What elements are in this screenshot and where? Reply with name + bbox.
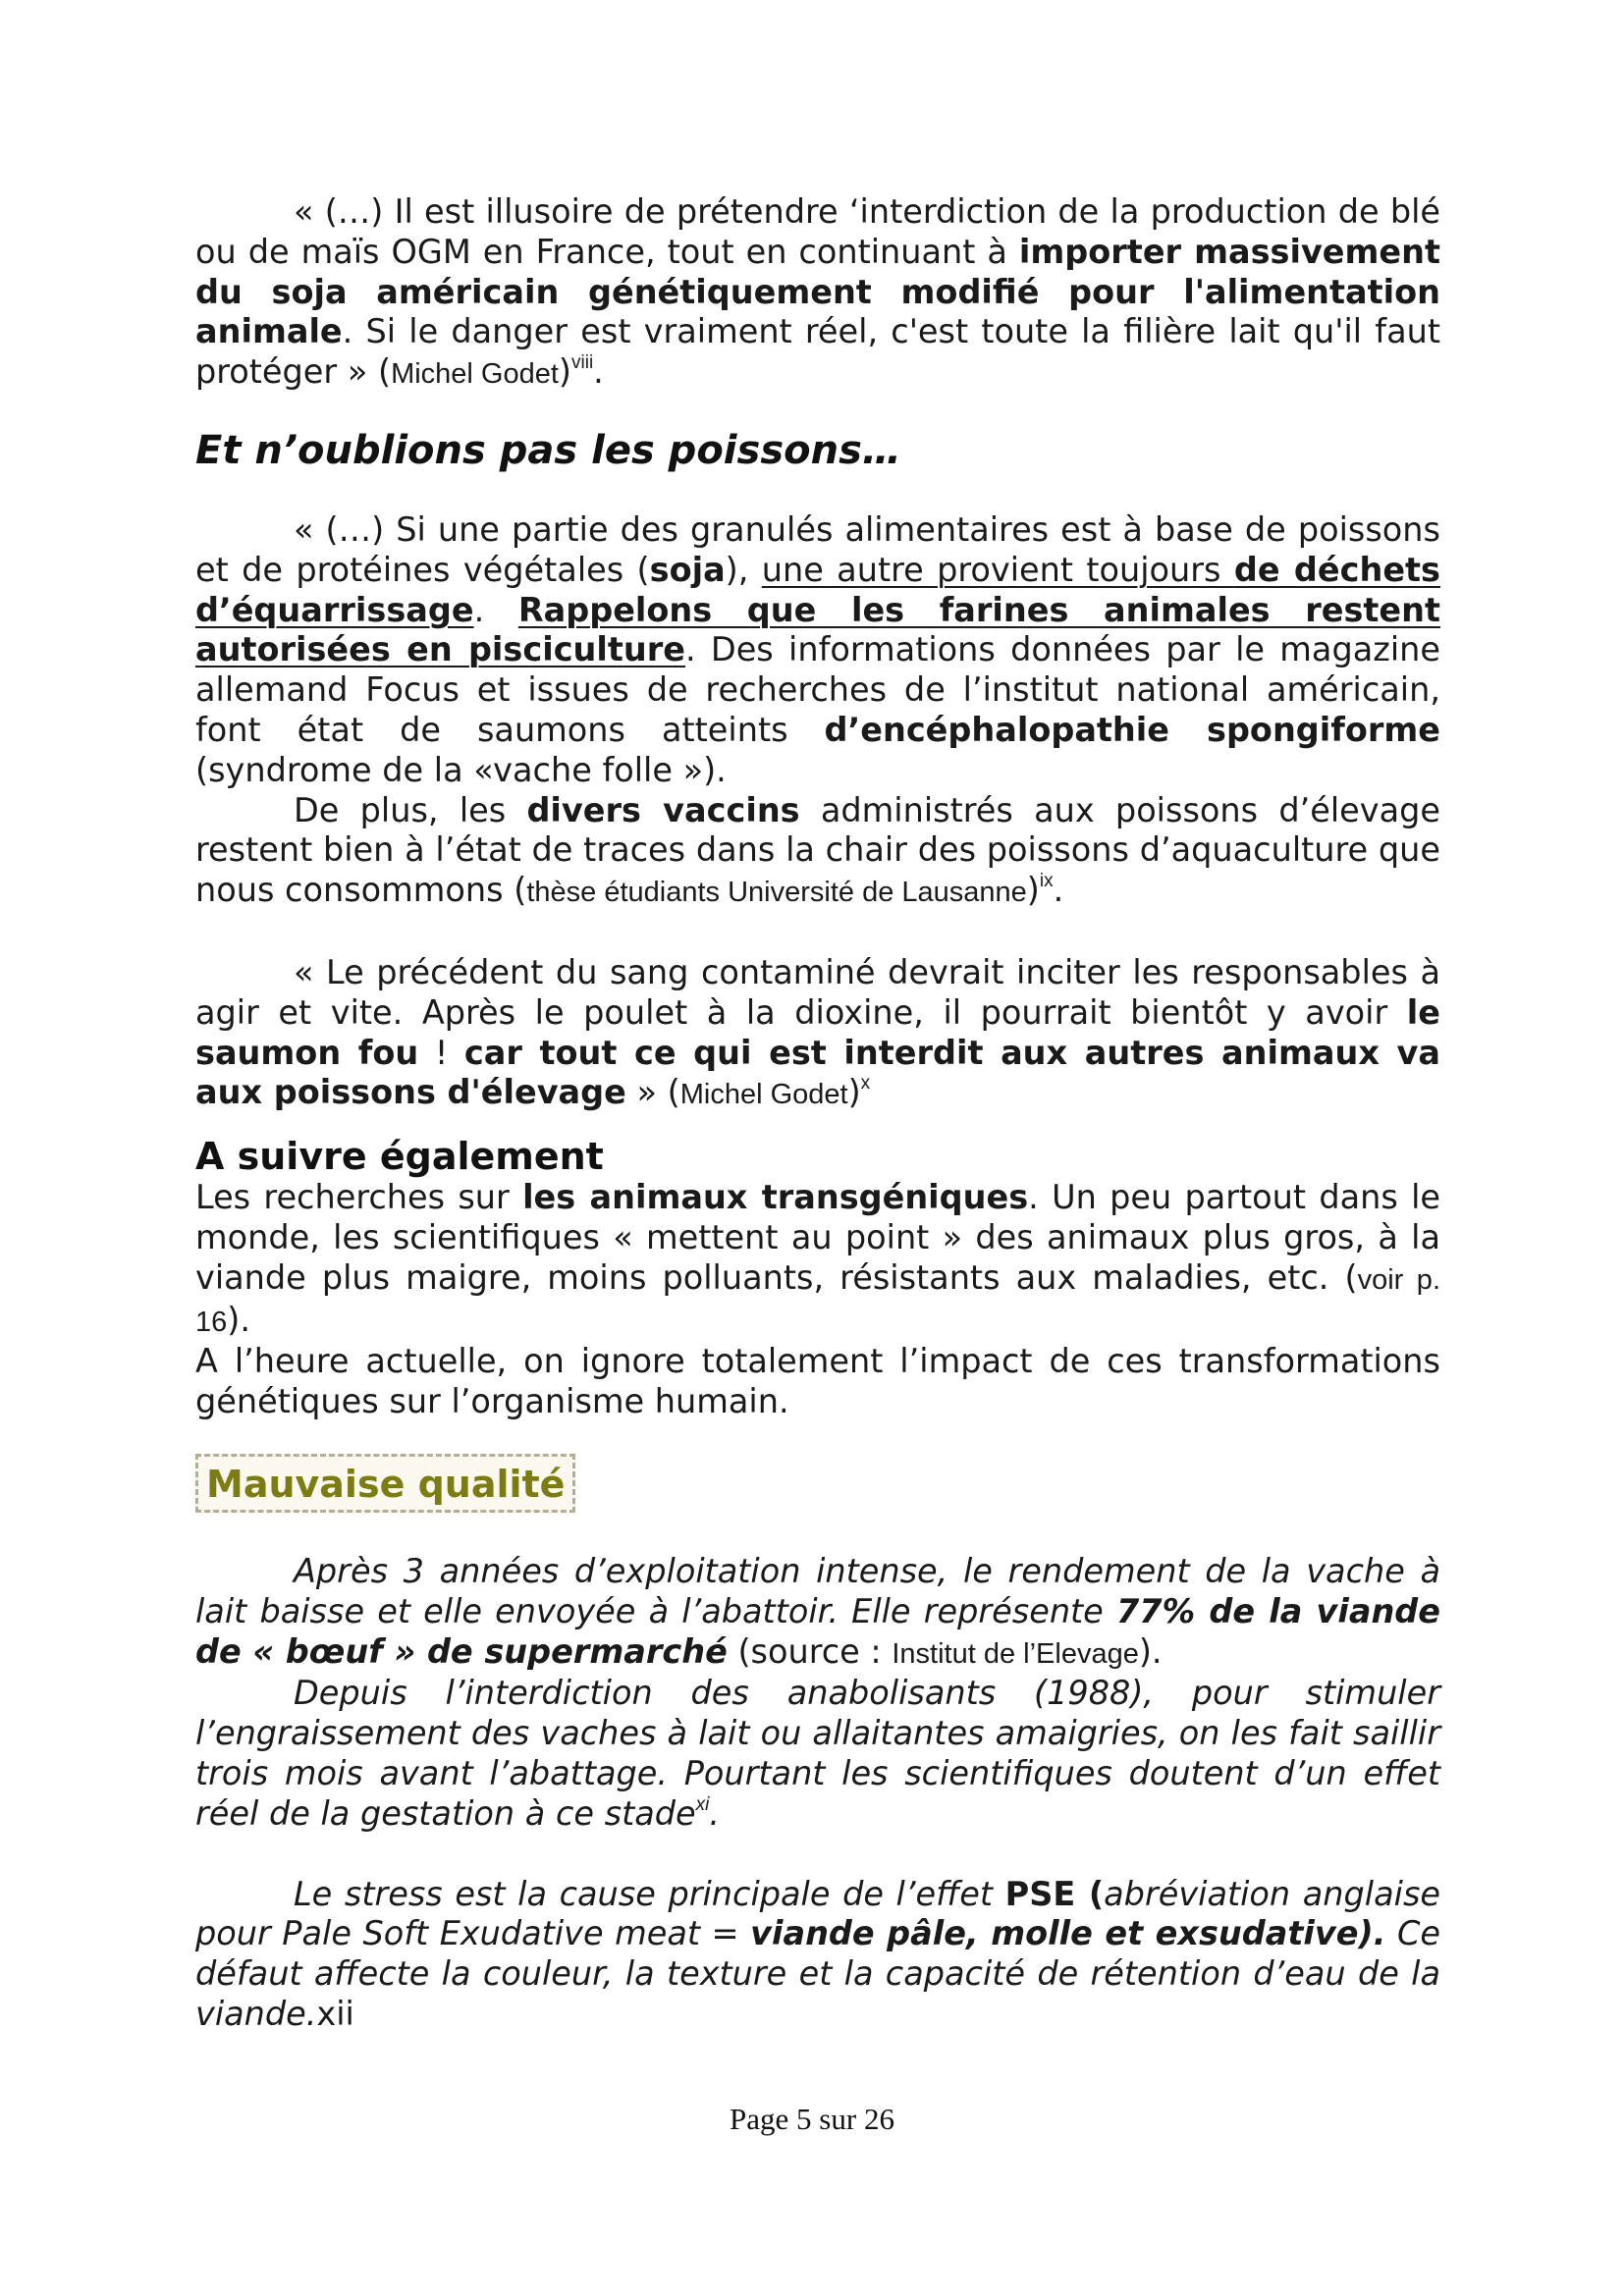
paragraph-text: . Des informations données par le magazine allemand Focus et issues de recherches de l’institut national américain, font état de saumons atteints [195,630,1440,749]
citation-close: ) [1026,871,1040,910]
endnote-marker[interactable]: x [860,1073,871,1095]
emphasis-transgeniques: les animaux transgéniques [522,1178,1029,1217]
sentence-end: . [709,1793,721,1833]
underlined-text: une autre provient toujours [761,550,1234,589]
citation-source: Michel Godet [391,358,559,391]
emphasis-encephalopathie: d’encéphalopathie spongiforme [824,710,1440,749]
quote-text: . Si le danger est vraiment réel, c'est toute la filière lait qu'il faut protéger » ( [195,312,1440,392]
paragraph-text: Après 3 années d’exploitation intense, le rendement de la vache à lait baisse et elle envoyée à l’abattoir. Elle représente [195,1551,1440,1630]
paragraph-text: Les recherches sur [195,1178,523,1217]
fish-paragraph [195,510,1440,791]
quote-text: « Le précédent du sang contaminé devrait inciter les responsables à agir et vite. Après le poulet à la dioxine, il pourrait bientôt y avoir [195,952,1440,1032]
quote-text: « (…) Il est illusoire de prétendre ‘interdiction de la production de blé ou de maïs OGM en France, tout en continuant à [195,192,1440,271]
citation-close: ) [847,1073,861,1112]
endnote-marker[interactable]: viii [571,352,594,374]
quote-emphasis: importer massivement du soja américain génétiquement modifié pour l'alimentation animale [195,232,1440,351]
quote-text: ! [418,1033,464,1072]
impact-paragraph: A l’heure actuelle, on ignore totalement l’impact de ces transformations génétiques sur l’organisme humain. [195,1342,1440,1421]
emphasis-soja: soja [649,550,726,589]
vaccins-paragraph [195,791,1440,913]
section-heading-quality: Mauvaise qualité [195,1454,575,1513]
page-number: Page 5 sur 26 [730,2102,894,2136]
transgenic-paragraph [195,1178,1440,1342]
paragraph-text: ). [227,1300,250,1339]
citation-source: Michel Godet [679,1079,848,1111]
emphasis-77-percent: 77% de la viande de « bœuf » de supermarché [195,1591,1441,1671]
section-heading-follow: A suivre également [195,1135,604,1179]
quote-godet-ogm [195,192,1440,395]
emphasis-viande-pale: viande pâle, molle et exsudative). [750,1914,1386,1953]
paragraph-text: ), [725,550,762,589]
paragraph-text: Le stress est la cause principale de l’effet [294,1874,1005,1913]
citation-source: Institut de l’Elevage [892,1637,1139,1670]
paragraph-text: « (…) Si une partie des granulés alimentaires est à base de poissons et de protéines végétales ( [195,509,1440,589]
quote-text: » ( [625,1073,680,1112]
sentence-end: . [593,352,604,392]
stress-paragraph [195,1875,1440,2035]
paragraph-text: Depuis l’interdiction des anabolisants (1988), pour stimuler l’engraissement des vaches à lait ou allaitantes amaigries, on les fait saillir trois mois avant l’abattage. Pourtant les scientifiques doutent d’un effet réel de la gestation à ce stade [195,1674,1440,1833]
paragraph-text: abréviation anglaise pour Pale Soft Exudative meat = [195,1874,1441,1953]
quality-heading-wrap [195,1454,1440,1513]
paragraph-text: De plus, les [294,790,527,829]
emphasis-saumon-fou: le saumon fou [195,992,1440,1072]
endnote-marker[interactable]: xii [316,1994,354,2033]
vache-paragraph [195,1552,1440,1674]
emphasis-equarrissage: de déchets d’équarrissage [195,550,1440,629]
paragraph-text: administrés aux poissons d’élevage restent bien à l’état de traces dans la chair des poissons d’aquaculture que nous consommons ( [195,790,1440,910]
paragraph-text: ). [1138,1631,1163,1671]
paragraph-text: (syndrome de la «vache folle »). [195,750,727,789]
page-reference[interactable]: voir p. 16 [195,1263,1440,1338]
emphasis-farines: Rappelons que les farines animales restent autorisées en pisciculture [195,590,1440,669]
endnote-marker[interactable]: ix [1039,871,1054,892]
endnote-marker[interactable]: xi [695,1793,710,1815]
section-heading-fish: Et n’oublions pas les poissons… [195,427,901,473]
emphasis-interdit: car tout ce qui est interdit aux autres animaux va aux poissons d'élevage [195,1033,1440,1112]
sentence-end: . [1053,871,1064,910]
paragraph-text: Ce défaut affecte la couleur, la texture et la capacité de rétention d’eau de la viande. [195,1914,1440,2033]
quote-godet-saumon [195,953,1440,1115]
emphasis-vaccins: divers vaccins [526,790,800,829]
emphasis-pse: PSE ( [1004,1874,1105,1913]
anabolisants-paragraph [195,1674,1440,1834]
paragraph-text: (source : [727,1631,893,1671]
page-content [195,192,1440,2035]
paragraph-text: . [473,590,518,629]
citation-source: thèse étudiants Université de Lausanne [526,877,1027,909]
paragraph-text: . Un peu partout dans le monde, les scientifiques « mettent au point » des animaux plus gros, à la viande plus maigre, moins polluants, résistants aux maladies, etc. ( [195,1178,1440,1297]
citation-close: ) [558,352,571,392]
